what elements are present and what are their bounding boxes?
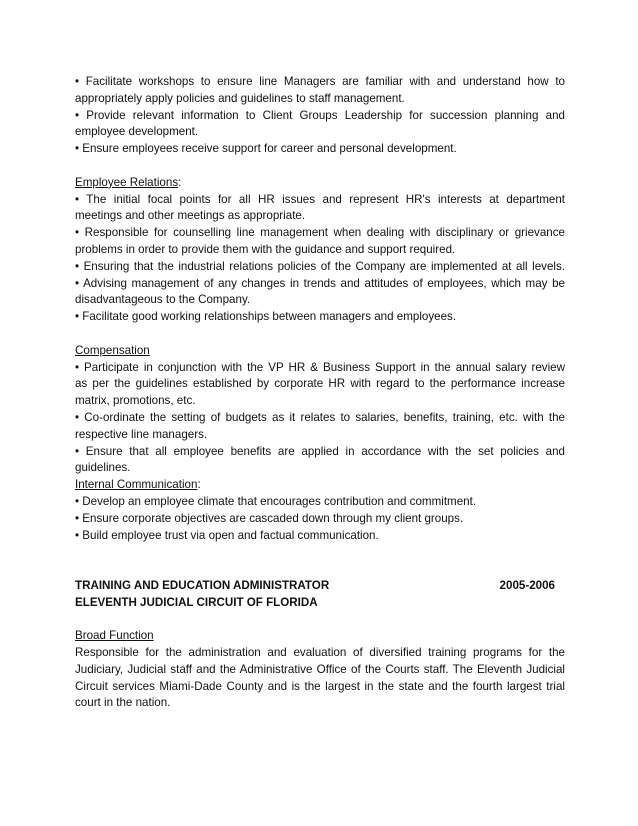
- employee-relations-line: problems in order to provide them with the guidance and support required.: [75, 242, 456, 256]
- broad-function-line: Responsible for the administration and evaluation of diversified training programs for the: [75, 646, 565, 660]
- employee-relations-line: • Ensuring that the industrial relations policies of the Company are implemented at all levels.: [75, 259, 565, 273]
- broad-function-line: Circuit services Miami-Dade County and is the largest in the state and the fourth largest trial: [75, 679, 565, 693]
- employee-relations-line: • Responsible for counselling line management when dealing with disciplinary or grievance: [75, 226, 565, 240]
- compensation-heading: Compensation: [75, 343, 150, 357]
- internal-communication-heading: Internal Communication:: [75, 478, 201, 492]
- broad-function-line: court in the nation.: [75, 696, 171, 710]
- employee-relations-line: • Facilitate good working relationships between managers and employees.: [75, 310, 457, 324]
- job-title-row: [75, 578, 565, 595]
- intro-line: employee development.: [75, 125, 199, 139]
- compensation-line: • Co-ordinate the setting of budgets as it relates to salaries, benefits, training, etc. with the: [75, 410, 565, 424]
- compensation-line: • Ensure that all employee benefits are applied in accordance with the set policies and: [75, 444, 565, 458]
- employee-relations-line: • The initial focal points for all HR issues and represent HR's interests at department: [75, 192, 565, 206]
- job-title: TRAINING AND EDUCATION ADMINISTRATOR: [75, 578, 330, 592]
- intro-line: appropriately apply policies and guidelines to staff management.: [75, 91, 405, 105]
- compensation-line: matrix, promotions, etc.: [75, 394, 196, 408]
- employee-relations-line: disadvantageous to the Company.: [75, 293, 251, 307]
- compensation-line: guidelines.: [75, 461, 131, 475]
- compensation-line: • Participate in conjunction with the VP HR & Business Support in the annual salary review: [75, 360, 565, 374]
- employee-relations-heading: Employee Relations:: [75, 175, 182, 189]
- compensation-line: respective line managers.: [75, 427, 208, 441]
- broad-function-line: Judiciary, Judicial staff and the Administrative Office of the Courts staff. The Eleventh Judicial: [75, 662, 565, 676]
- employee-relations-line: meetings and other meetings as appropriate.: [75, 209, 306, 223]
- intro-line: • Provide relevant information to Client Groups Leadership for succession planning and: [75, 108, 565, 122]
- intro-line: • Facilitate workshops to ensure line Managers are familiar with and understand how to: [75, 75, 565, 88]
- employee-relations-line: • Advising management of any changes in trends and attitudes of employees, which may be: [75, 276, 565, 290]
- internal-communication-line: • Develop an employee climate that encourages contribution and commitment.: [75, 494, 477, 508]
- broad-function-heading: Broad Function: [75, 629, 154, 643]
- job-years: 2005-2006: [499, 578, 555, 592]
- internal-communication-line: • Build employee trust via open and factual communication.: [75, 528, 379, 542]
- intro-line: • Ensure employees receive support for career and personal development.: [75, 142, 457, 156]
- resume-page: [75, 74, 565, 712]
- job-employer: ELEVENTH JUDICIAL CIRCUIT OF FLORIDA: [75, 595, 318, 609]
- internal-communication-line: • Ensure corporate objectives are cascaded down through my client groups.: [75, 511, 464, 525]
- compensation-line: as per the guidelines established by corporate HR with regard to the performance increase: [75, 377, 565, 391]
